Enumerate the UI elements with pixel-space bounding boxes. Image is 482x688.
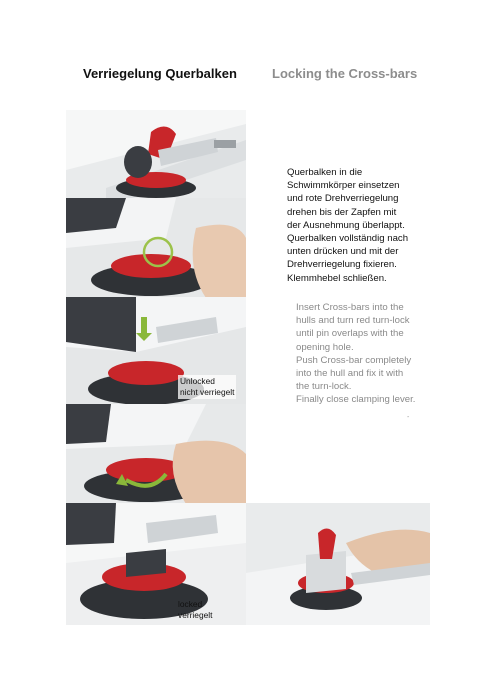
photo-locked xyxy=(66,503,246,625)
title-english: Locking the Cross-bars xyxy=(272,66,418,81)
instruction-line: Insert Cross-bars into the xyxy=(296,302,404,313)
photo-assembled xyxy=(246,503,430,625)
instruction-line: until pin overlaps with the xyxy=(296,328,404,340)
caption-unlocked-en: Unlocked xyxy=(180,376,215,386)
instruction-line: und rote Drehverriegelung xyxy=(287,193,399,205)
instruction-line: Querbalken in die xyxy=(287,167,363,178)
caption-locked-de: verriegelt xyxy=(178,610,213,620)
photo-crossbar-clamp xyxy=(66,110,246,200)
instruction-line: opening hole. xyxy=(296,341,354,353)
instruction-line: drehen bis der Zapfen mit xyxy=(287,206,397,218)
scan-mark: - xyxy=(407,414,410,421)
instruction-line: Querbalken vollständig nach xyxy=(287,233,409,245)
caption-unlocked-de: nicht verriegelt xyxy=(180,387,235,397)
caption-locked xyxy=(178,599,212,621)
instructions-english xyxy=(296,301,466,407)
instruction-line: into the hull and fix it with xyxy=(296,368,404,380)
instruction-line: der Ausnehmung überlappt. xyxy=(287,219,405,231)
instruction-line: Finally close clamping lever. xyxy=(296,394,416,406)
title-german: Verriegelung Querbalken xyxy=(83,66,237,81)
instruction-line: Klemmhebel schließen. xyxy=(287,272,387,284)
instruction-line: the turn-lock. xyxy=(296,381,352,393)
photo-insert-crossbar xyxy=(66,198,246,298)
instruction-line: Push Cross-bar completely xyxy=(296,354,412,366)
instruction-line: Schwimmkörper einsetzen xyxy=(287,180,400,192)
caption-locked-en: locked xyxy=(178,599,203,609)
photo-rotate-lock xyxy=(66,404,246,504)
caption-unlocked xyxy=(178,375,236,399)
photo-push-down xyxy=(66,297,246,405)
instruction-line: unten drücken und mit der xyxy=(287,246,399,258)
instructions-german xyxy=(287,166,462,285)
instruction-line: Drehverriegelung fixieren. xyxy=(287,259,397,271)
instruction-line: hulls and turn red turn-lock xyxy=(296,315,410,327)
